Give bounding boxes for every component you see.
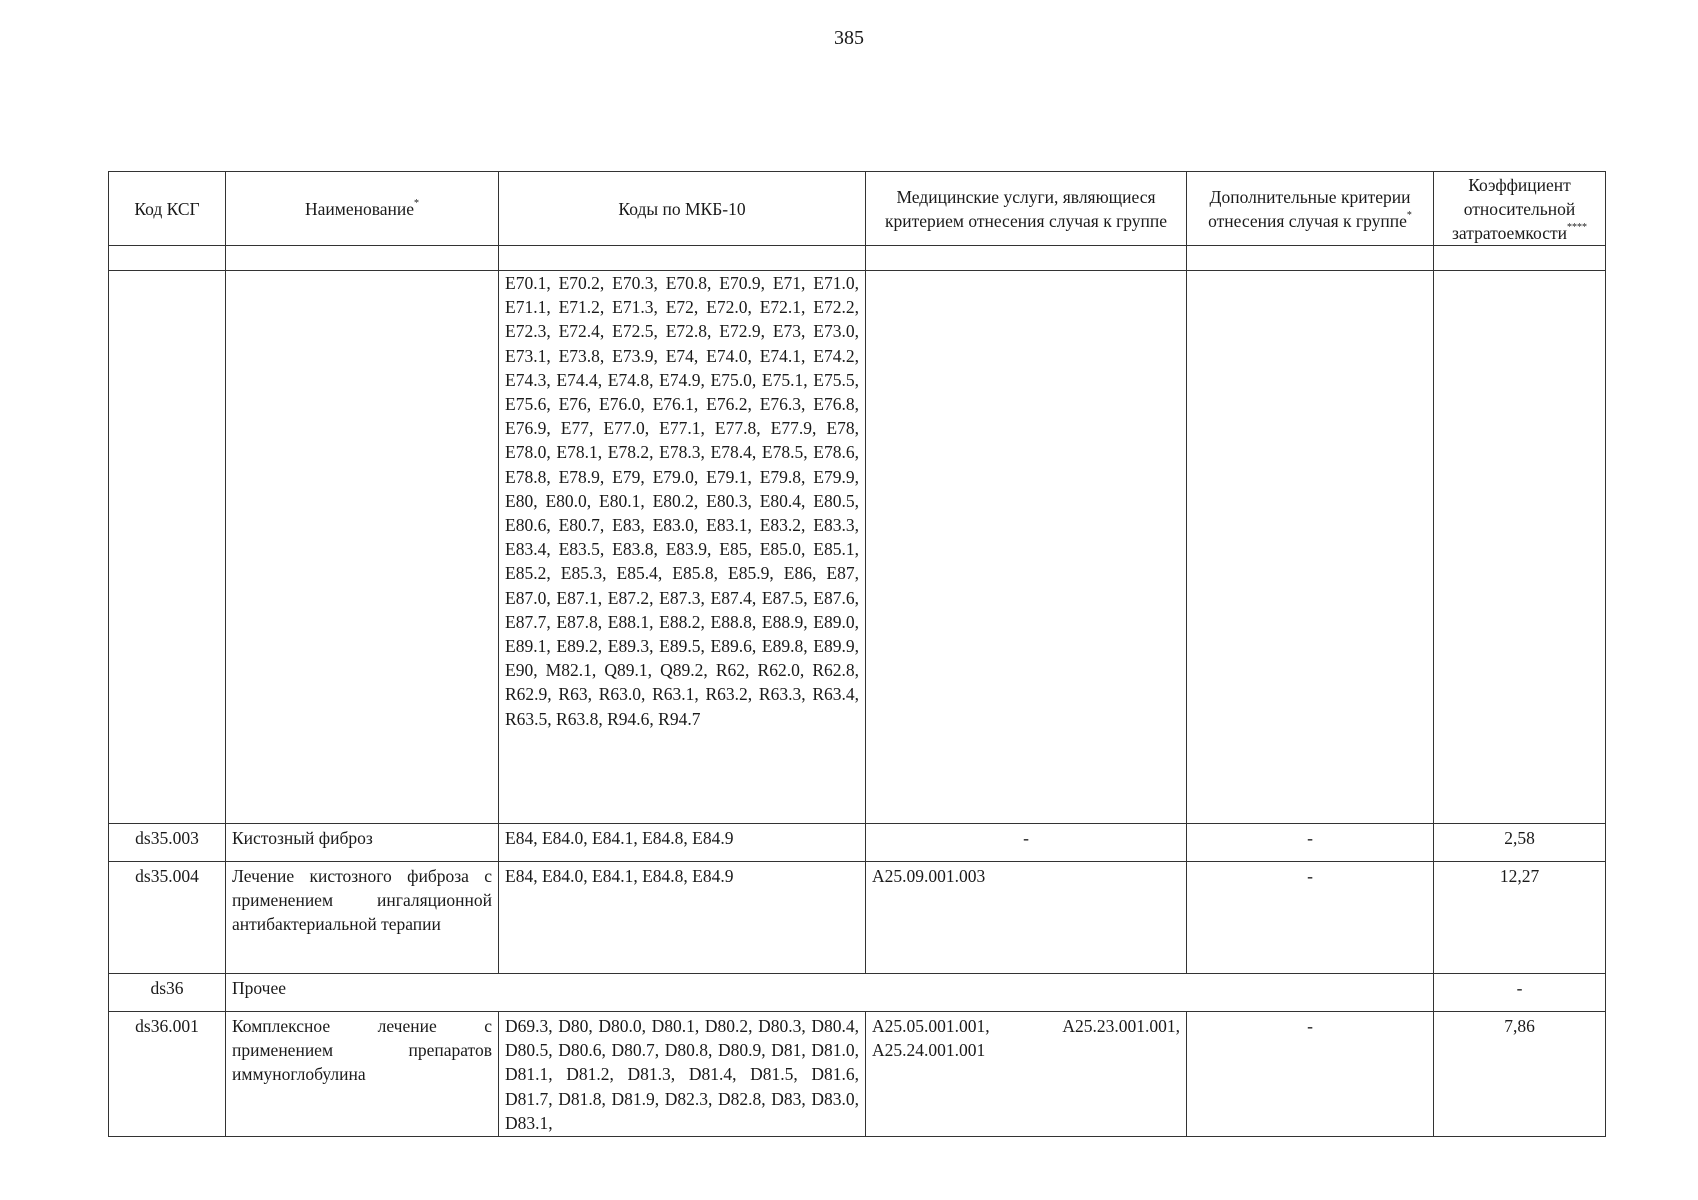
spacer-row	[109, 246, 1606, 271]
cell-coef: 12,27	[1434, 862, 1606, 974]
cell-criteria	[1187, 271, 1434, 824]
spacer-cell	[1434, 246, 1606, 271]
header-code: Код КСГ	[109, 172, 226, 246]
table-row	[109, 824, 1606, 862]
cell-code	[109, 271, 226, 824]
cell-coef: 7,86	[1434, 1012, 1606, 1137]
cell-code: ds36	[109, 974, 226, 1012]
cell-code: ds36.001	[109, 1012, 226, 1137]
cell-name: Лечение кистозного фиброза с применением ингаляционной антибактериальной терапии	[226, 862, 499, 974]
service-code: A25.05.001.001,	[872, 1016, 990, 1036]
cell-mkb: E70.1, E70.2, E70.3, E70.8, E70.9, E71, E71.0, E71.1, E71.2, E71.3, E72, E72.0, E72.1, E72.2, E72.3, E72.4, E72.5, E72.8, E72.9, E73, E73.0, E73.1, E73.8, E73.9, E74, E74.0, E74.1, E74.2, E74.3, E74.4, E74.8, E74.9, E75.0, E75.1, E75.5, E75.6, E76, E76.0, E76.1, E76.2, E76.3, E76.8, E76.9, E77, E77.0, E77.1, E77.8, E77.9, E78, E78.0, E78.1, E78.2, E78.3, E78.4, E78.5, E78.6, E78.8, E78.9, E79, E79.0, E79.1, E79.8, E79.9, E80, E80.0, E80.1, E80.2, E80.3, E80.4, E80.5, E80.6, E80.7, E83, E83.0, E83.1, E83.2, E83.3, E83.4, E83.5, E83.8, E83.9, E85, E85.0, E85.1, E85.2, E85.3, E85.4, E85.8, E85.9, E86, E87, E87.0, E87.1, E87.2, E87.3, E87.4, E87.5, E87.6, E87.7, E87.8, E88.1, E88.2, E88.8, E88.9, E89.0, E89.1, E89.2, E89.3, E89.5, E89.6, E89.8, E89.9, E90, M82.1, Q89.1, Q89.2, R62, R62.0, R62.8, R62.9, R63, R63.0, R63.1, R63.2, R63.3, R63.4, R63.5, R63.8, R94.6, R94.7	[499, 271, 866, 824]
table-row	[109, 974, 1606, 1012]
spacer-cell	[1187, 246, 1434, 271]
cell-coef: -	[1434, 974, 1606, 1012]
footnote-mark: ****	[1566, 221, 1587, 233]
cell-criteria: -	[1187, 1012, 1434, 1137]
header-criteria: Дополнительные критерии отнесения случая к группе*	[1187, 172, 1434, 246]
header-name: Наименование*	[226, 172, 499, 246]
cell-name: Кистозный фиброз	[226, 824, 499, 862]
page-number: 385	[834, 27, 864, 49]
cell-name: Комплексное лечение с применением препаратов иммуноглобулина	[226, 1012, 499, 1137]
spacer-cell	[866, 246, 1187, 271]
table-row	[109, 1012, 1606, 1137]
cell-name: Прочее	[226, 974, 1434, 1012]
cell-services	[866, 1012, 1187, 1137]
spacer-cell	[226, 246, 499, 271]
service-code: A25.23.001.001,	[1062, 1016, 1180, 1036]
service-code: A25.24.001.001	[872, 1040, 986, 1061]
cell-services	[866, 271, 1187, 824]
cell-name	[226, 271, 499, 824]
header-row	[109, 172, 1606, 246]
cell-mkb: E84, E84.0, E84.1, E84.8, E84.9	[499, 824, 866, 862]
cell-services: A25.09.001.003	[866, 862, 1187, 974]
cell-coef: 2,58	[1434, 824, 1606, 862]
spacer-cell	[499, 246, 866, 271]
ksg-table	[108, 171, 1606, 1137]
cell-mkb: E84, E84.0, E84.1, E84.8, E84.9	[499, 862, 866, 974]
cell-criteria: -	[1187, 862, 1434, 974]
cell-criteria: -	[1187, 824, 1434, 862]
footnote-mark: *	[1406, 209, 1412, 221]
header-coef: Коэффициент относительной затратоемкости****	[1434, 172, 1606, 246]
table-row	[109, 271, 1606, 824]
cell-mkb: D69.3, D80, D80.0, D80.1, D80.2, D80.3, D80.4, D80.5, D80.6, D80.7, D80.8, D80.9, D81, D81.0, D81.1, D81.2, D81.3, D81.4, D81.5, D81.6, D81.7, D81.8, D81.9, D82.3, D82.8, D83, D83.0, D83.1,	[499, 1012, 866, 1137]
cell-coef	[1434, 271, 1606, 824]
spacer-cell	[109, 246, 226, 271]
header-mkb: Коды по МКБ-10	[499, 172, 866, 246]
footnote-mark: *	[414, 197, 420, 209]
header-services: Медицинские услуги, являющиеся критерием отнесения случая к группе	[866, 172, 1187, 246]
table-row	[109, 862, 1606, 974]
cell-code: ds35.003	[109, 824, 226, 862]
cell-services: -	[866, 824, 1187, 862]
cell-code: ds35.004	[109, 862, 226, 974]
